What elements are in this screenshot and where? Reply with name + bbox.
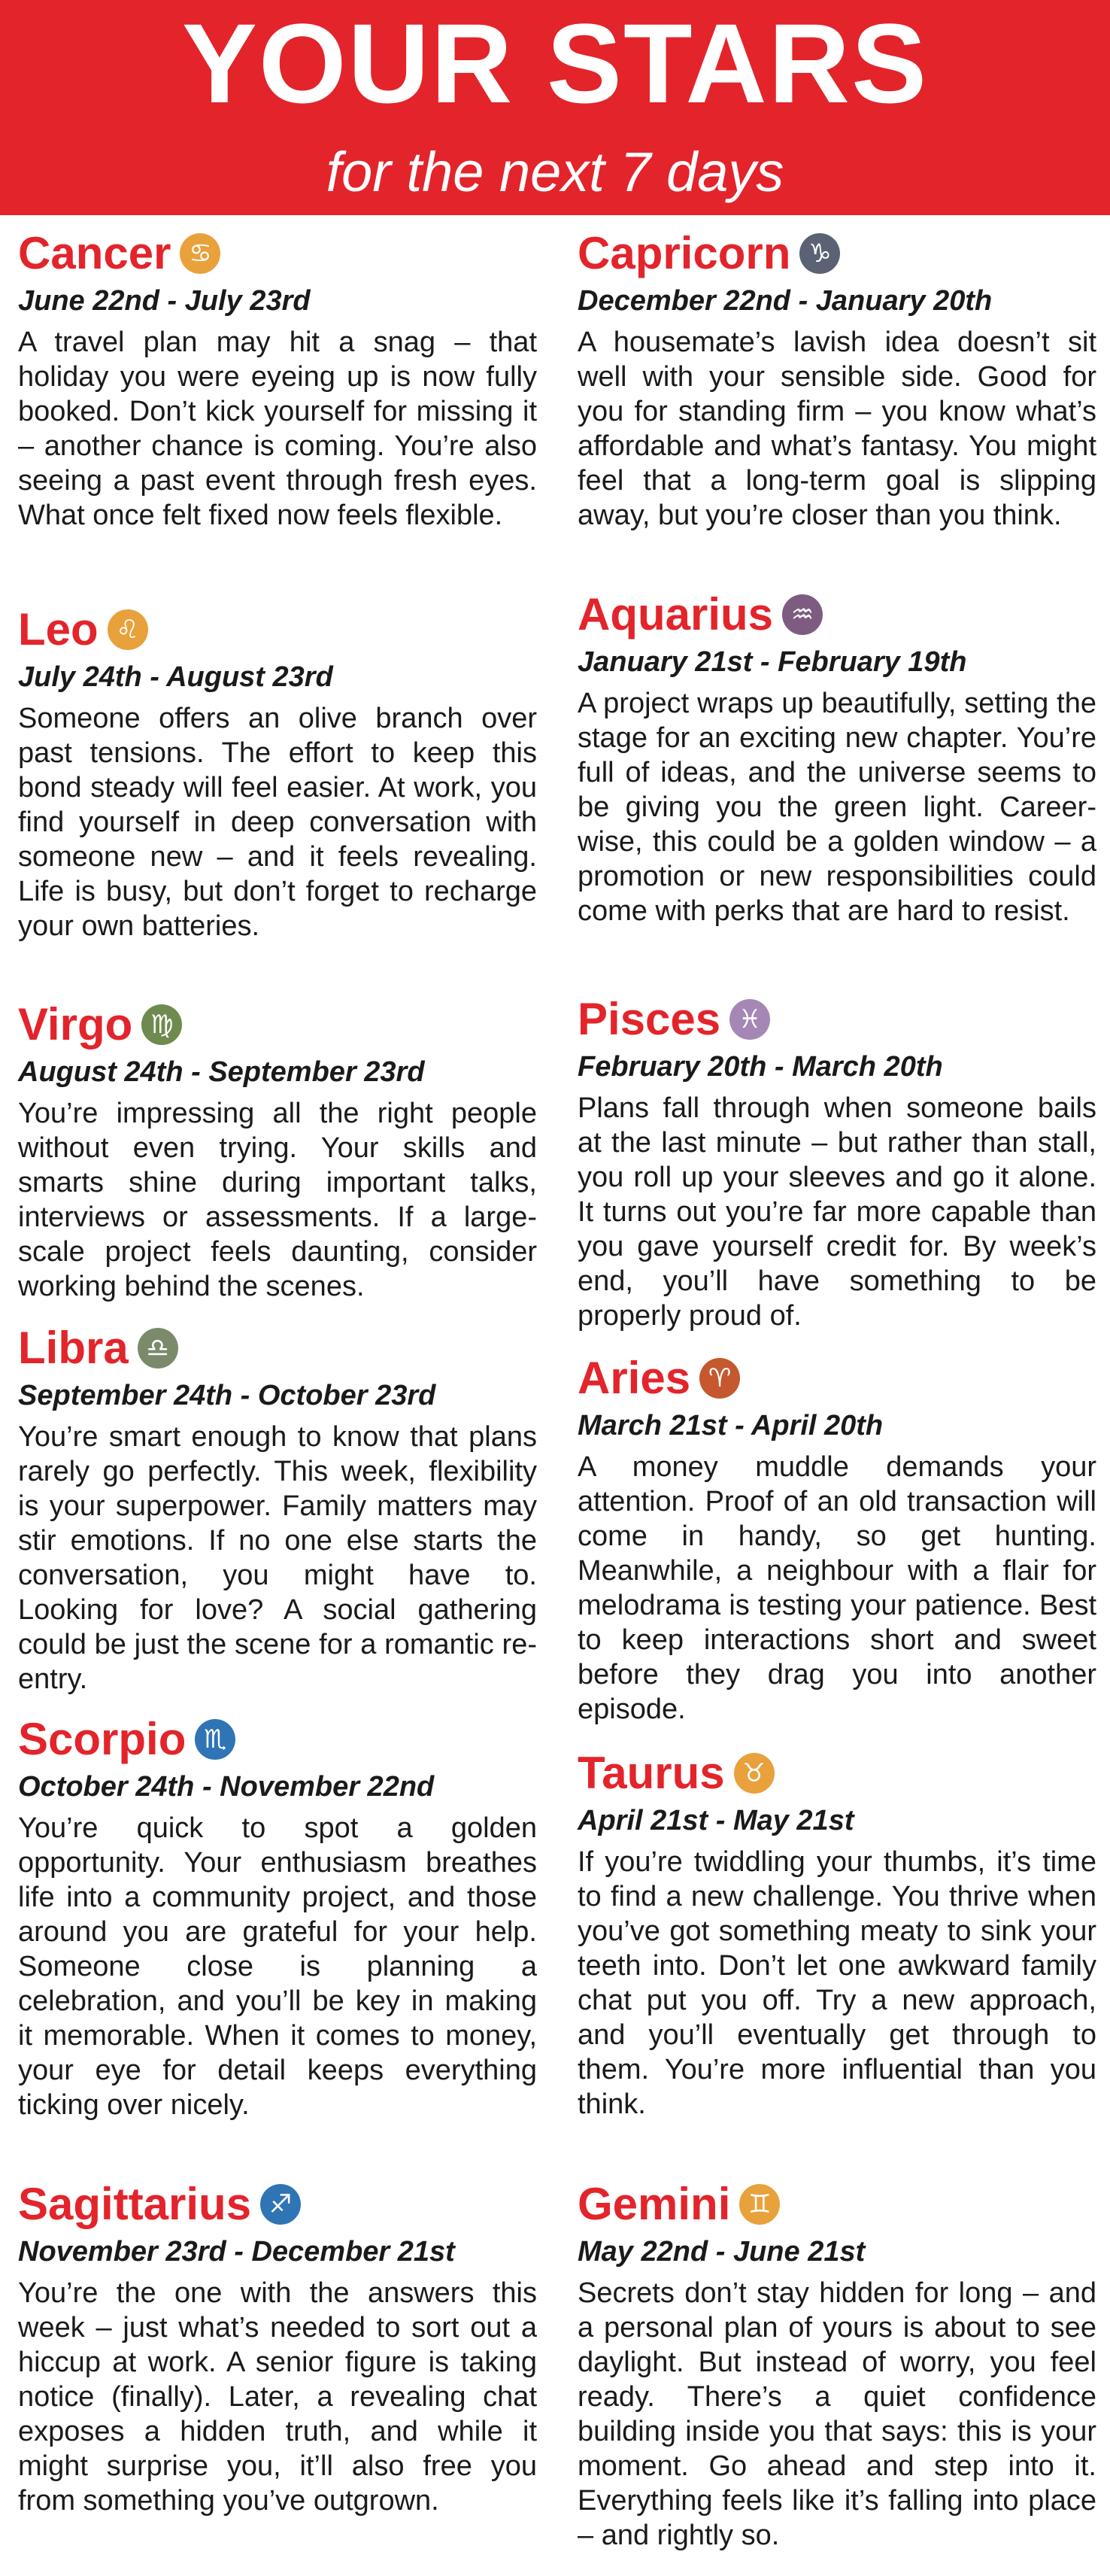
sign-text: You’re impressing all the right people without even trying. Your skills and smarts shine during important talks, interviews or assessments. If a large-scale project feels daunting, consider working behind the scenes. xyxy=(18,1098,537,1302)
sign-cancer xyxy=(18,226,537,533)
sign-dates: May 22nd - June 21st xyxy=(578,2236,866,2268)
sign-text: Someone offers an olive branch over past tensions. The effort to keep this bond steady will feel easier. At work, you find yourself in deep conversation with someone new – and it feels revealing. Life is busy, but don’t forget to recharge your own batteries. xyxy=(18,703,537,942)
taurus-icon: ♉ xyxy=(734,1753,775,1794)
sign-text: If you’re twiddling your thumbs, it’s time to find a new challenge. You thrive when you’ve got something meaty to sink your teeth into. Don’t let one awkward family chat put you off. Try a new approach, and you’ll eventually get through to them. You’re more influential than you think. xyxy=(578,1846,1096,2120)
sign-name: Aries xyxy=(578,1353,691,1403)
sign-dates: February 20th - March 20th xyxy=(578,1051,943,1083)
sign-dates: April 21st - May 21st xyxy=(578,1805,854,1836)
sign-dates: January 21st - February 19th xyxy=(578,646,967,678)
sign-name: Scorpio xyxy=(18,1714,187,1764)
gemini-icon: ♊ xyxy=(739,2184,780,2225)
page-title: YOUR STARS xyxy=(181,0,929,126)
sign-name: Cancer xyxy=(18,228,171,278)
sign-libra xyxy=(18,1320,537,1697)
sign-text: A project wraps up beautifully, setting the stage for an exciting new chapter. You’re full of ideas, and the universe seems to be giving you the green light. Career-wise, this could be a golden window – a promotion or new responsibilities could come with perks that are hard to resist. xyxy=(578,688,1096,927)
aries-icon: ♈ xyxy=(699,1358,740,1399)
pisces-icon: ♓ xyxy=(729,999,770,1040)
sign-name: Aquarius xyxy=(578,589,774,639)
sign-name: Pisces xyxy=(578,994,721,1044)
cancer-icon: ♋ xyxy=(180,233,220,274)
scorpio-icon: ♏ xyxy=(195,1719,235,1760)
sign-text: Secrets don’t stay hidden for long – and a personal plan of yours is about to see daylight. But instead of worry, you feel ready. There’s a quiet confidence building inside you that says: this is your moment. Go ahead and step into it. Everything feels like it’s falling into place – and rightly so. xyxy=(578,2277,1096,2551)
sign-dates: June 22nd - July 23rd xyxy=(18,285,311,317)
sign-virgo xyxy=(18,997,537,1304)
sign-name: Taurus xyxy=(578,1748,725,1798)
sign-name: Capricorn xyxy=(578,228,791,278)
sign-text: A travel plan may hit a snag – that holiday you were eyeing up is now fully booked. Don’t kick yourself for missing it – another chance is coming. You’re also seeing a past event through fresh eyes. What once felt fixed now feels flexible. xyxy=(18,327,537,531)
libra-icon: ♎ xyxy=(138,1328,178,1368)
sign-name: Gemini xyxy=(578,2179,731,2229)
sign-capricorn xyxy=(578,226,1096,533)
sagittarius-icon: ♐ xyxy=(260,2184,301,2225)
sign-dates: November 23rd - December 21st xyxy=(18,2236,455,2268)
virgo-icon: ♍ xyxy=(141,1004,182,1045)
sign-dates: March 21st - April 20th xyxy=(578,1410,884,1441)
sign-name: Leo xyxy=(18,604,99,655)
sign-name: Libra xyxy=(18,1323,129,1373)
page-subtitle: for the next 7 days xyxy=(326,141,784,203)
sign-pisces xyxy=(578,992,1096,1333)
sign-dates: July 24th - August 23rd xyxy=(18,661,333,693)
sign-text: You’re smart enough to know that plans rarely go perfectly. This week, flexibility is your superpower. Family matters may stir emotions. If no one else starts the conversation, you might have to. Looking for love? A social gathering could be just the scene for a romantic re-entry. xyxy=(18,1421,537,1695)
sign-text: A housemate’s lavish idea doesn’t sit well with your sensible side. Good for you for standing firm – you know what’s affordable and what’s fantasy. You might feel that a long-term goal is slipping away, but you’re closer than you think. xyxy=(578,327,1096,531)
sign-dates: August 24th - September 23rd xyxy=(18,1056,425,1088)
sign-dates: October 24th - November 22nd xyxy=(18,1771,435,1803)
sign-name: Sagittarius xyxy=(18,2179,252,2229)
aquarius-icon: ♒ xyxy=(782,594,823,635)
sign-text: Plans fall through when someone bails at the last minute – but rather than stall, you roll up your sleeves and go it alone. It turns out you’re far more capable than you gave yourself credit for. By week’s end, you’ll have something to be properly proud of. xyxy=(578,1092,1096,1332)
sign-leo xyxy=(18,602,537,943)
header-banner xyxy=(0,0,1110,215)
sign-gemini xyxy=(578,2177,1096,2553)
sign-dates: December 22nd - January 20th xyxy=(578,285,993,317)
sign-sagittarius xyxy=(18,2177,537,2518)
sign-text: A money muddle demands your attention. Proof of an old transaction will come in handy, so get hunting. Meanwhile, a neighbour with a flair for melodrama is testing your patience. Best to keep interactions short and sweet before they drag you into another episode. xyxy=(578,1451,1096,1725)
sign-text: You’re the one with the answers this week – just what’s needed to sort out a hiccup at work. A senior figure is taking notice (finally). Later, a revealing chat exposes a hidden truth, and while it might surprise you, it’ll also free you from something you’ve outgrown. xyxy=(18,2277,537,2517)
capricorn-icon: ♑ xyxy=(799,233,840,274)
sign-name: Virgo xyxy=(18,999,133,1050)
sign-dates: September 24th - October 23rd xyxy=(18,1380,436,1411)
sign-aquarius xyxy=(578,587,1096,928)
sign-taurus xyxy=(578,1745,1096,2122)
sign-text: You’re quick to spot a golden opportunity. Your enthusiasm breathes life into a community project, and those around you are grateful for your help. Someone close is planning a celebration, and you’ll be key in making it memorable. When it comes to money, your eye for detail keeps everything ticking over nicely. xyxy=(18,1812,537,2121)
sign-scorpio xyxy=(18,1712,537,2122)
leo-icon: ♌ xyxy=(108,609,148,650)
sign-aries xyxy=(578,1350,1096,1727)
